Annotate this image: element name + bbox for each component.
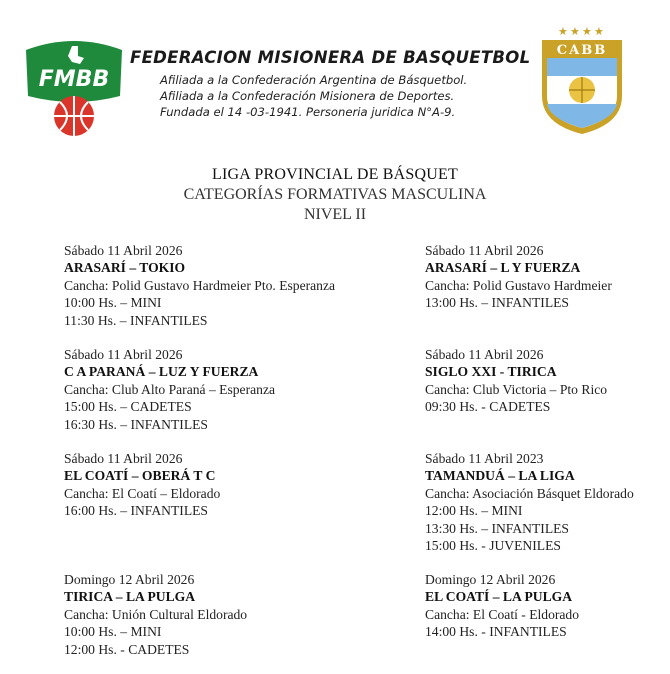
fixture-date: Sábado 11 Abril 2026: [64, 243, 183, 258]
fixture-time: 11:30 Hs. – INFANTILES: [64, 312, 208, 328]
fixture-court: Cancha: Club Victoria – Pto Rico: [425, 381, 608, 397]
fixture-court: Cancha: Polid Gustavo Hardmeier: [425, 277, 612, 293]
fixture-teams: EL COATÍ – LA PULGA: [425, 589, 573, 605]
fixture-date: Sábado 11 Abril 2026: [425, 347, 544, 362]
league-titles: [0, 165, 670, 225]
svg-text:★: ★: [582, 25, 592, 38]
affiliation-line: Afiliada a la Confederación Argentina de Básquetbol.: [160, 73, 468, 87]
fixture-teams: TIRICA – LA PULGA: [64, 589, 196, 605]
fixture-time: 13:30 Hs. – INFANTILES: [425, 520, 569, 536]
fixture-teams: EL COATÍ – OBERÁ T C: [64, 468, 216, 484]
fixture-card: [425, 571, 579, 641]
fixture-teams: ARASARÍ – TOKIO: [64, 260, 186, 276]
fixture-date: Sábado 11 Abril 2026: [425, 243, 544, 258]
category-title: CATEGORÍAS FORMATIVAS MASCULINA: [183, 186, 487, 203]
fmbb-logo: [22, 36, 126, 138]
level-title: NIVEL II: [303, 206, 367, 223]
fixture-teams: TAMANDUÁ – LA LIGA: [425, 468, 575, 484]
fixture-time: 10:00 Hs. – MINI: [64, 624, 162, 640]
fixture-time: 13:00 Hs. – INFANTILES: [425, 295, 569, 311]
fixture-time: 15:00 Hs. – CADETES: [64, 399, 192, 415]
cabb-logo-text: CABB: [556, 43, 608, 58]
fixture-date: Domingo 12 Abril 2026: [64, 572, 195, 587]
fixture-time: 16:00 Hs. – INFANTILES: [64, 503, 208, 519]
cabb-logo: [538, 24, 626, 136]
organization-name: FEDERACION MISIONERA DE BASQUETBOL: [130, 48, 531, 67]
fixture-time: 14:00 Hs. - INFANTILES: [425, 624, 567, 640]
fixture-court: Cancha: El Coatí – Eldorado: [64, 485, 221, 501]
fixture-court: Cancha: Asociación Básquet Eldorado: [425, 485, 634, 501]
fixture-date: Sábado 11 Abril 2023: [425, 451, 544, 466]
fixture-court: Cancha: Polid Gustavo Hardmeier Pto. Esperanza: [64, 277, 336, 293]
fixture-card: [425, 450, 634, 554]
fixture-court: Cancha: Club Alto Paraná – Esperanza: [64, 381, 276, 397]
svg-text:★: ★: [594, 25, 604, 38]
fmbb-logo-text: FMBB: [38, 67, 110, 92]
fixture-teams: SIGLO XXI - TIRICA: [425, 364, 557, 380]
fixture-date: Domingo 12 Abril 2026: [425, 572, 556, 587]
svg-text:★: ★: [558, 25, 568, 38]
fixture-card: [64, 346, 275, 433]
foundation-line: Fundada el 14 -03-1941. Personeria juridica N°A-9.: [160, 105, 456, 119]
fixture-teams: ARASARÍ – L Y FUERZA: [425, 260, 581, 276]
fixture-teams: C A PARANÁ – LUZ Y FUERZA: [64, 364, 259, 380]
stars-icon: [558, 25, 604, 38]
fixture-card: [64, 450, 220, 520]
fixture-card: [425, 242, 612, 312]
fixture-time: 10:00 Hs. – MINI: [64, 295, 162, 311]
affiliation-line: Afiliada a la Confederación Misionera de Deportes.: [160, 89, 455, 103]
league-title: LIGA PROVINCIAL DE BÁSQUET: [212, 166, 458, 183]
fixture-time: 12:00 Hs. - CADETES: [64, 641, 190, 657]
fixture-time: 09:30 Hs. - CADETES: [425, 399, 551, 415]
fixture-time: 12:00 Hs. – MINI: [425, 503, 523, 519]
fixture-court: Cancha: El Coatí - Eldorado: [425, 606, 580, 622]
svg-text:★: ★: [570, 25, 580, 38]
fixture-time: 16:30 Hs. – INFANTILES: [64, 416, 208, 432]
fixture-date: Sábado 11 Abril 2026: [64, 347, 183, 362]
fixture-card: [425, 346, 607, 416]
fixture-date: Sábado 11 Abril 2026: [64, 451, 183, 466]
fixture-card: [64, 242, 335, 329]
fixture-time: 15:00 Hs. - JUVENILES: [425, 538, 561, 554]
organization-header: [130, 48, 540, 120]
fixture-court: Cancha: Unión Cultural Eldorado: [64, 606, 248, 622]
fixture-card: [64, 571, 247, 658]
